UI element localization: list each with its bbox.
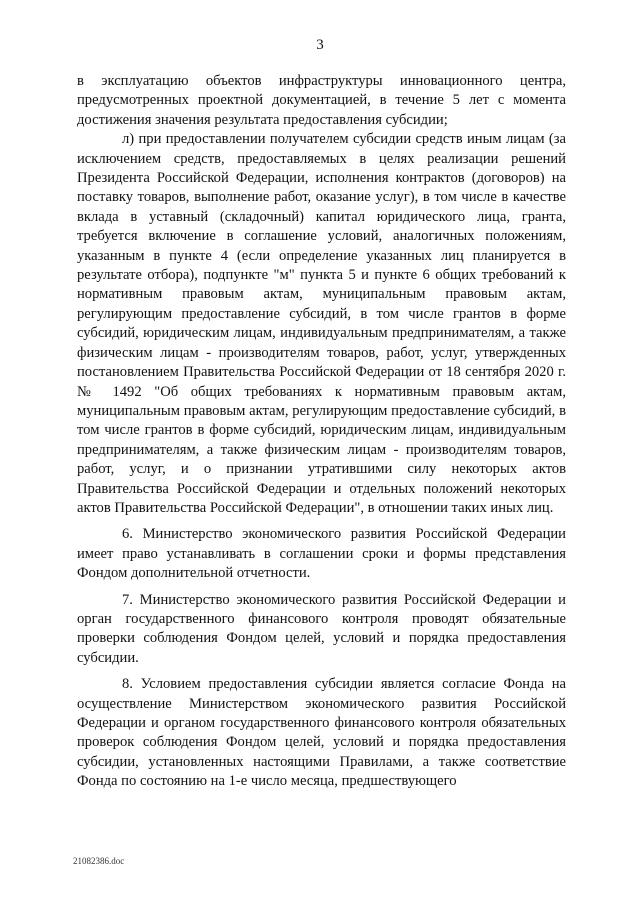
document-body bbox=[77, 72, 566, 792]
paragraph-continuation: в эксплуатацию объектов инфраструктуры инновационного центра, предусмотренных проектной документацией, в течение 5 лет с момента достижения значения результата предоставления субсидии; bbox=[77, 73, 566, 128]
page-number: 3 bbox=[316, 37, 324, 53]
paragraph-item-7: 7. Министерство экономического развития Российской Федерации и орган государственного финансового контроля проводят обязательные проверки соблюдения Фондом целей, условий и порядка предоставления субсидии. bbox=[77, 591, 566, 666]
paragraph-item-6: 6. Министерство экономического развития Российской Федерации имеет право устанавливать в соглашении сроки и формы представления Фондом дополнительной отчетности. bbox=[77, 526, 566, 582]
paragraph-item-8: 8. Условием предоставления субсидии является согласие Фонда на осуществление Министерством экономического развития Российской Федерации и органом государственного финансового контроля обязательных проверок соблюдения Фондом целей, условий и порядка предоставления субсидии, установленных настоящими Правилами, а также соответствие Фонда по состоянию на 1-е число месяца, предшествующего bbox=[77, 676, 566, 790]
file-name-footer: 21082386.doc bbox=[73, 856, 125, 866]
paragraph-item-l: л) при предоставлении получателем субсидии средств иным лицам (за исключением средств, предоставляемых в целях реализации решений Президента Российской Федерации, исполнения контрактов (договоров) на поставку товаров, выполнение работ, оказание услуг), в том числе в качестве вклада в уставный (складочный) капитал юридического лица, гранта, требуется включение в соглашение условий, аналогичных положениям, указанным в пункте 4 (если определение указанных лиц планируется в результате отбора), подпункте "м" пункта 5 и пункте 6 общих требований к нормативным правовым актам, муниципальным правовым актам, регулирующим предоставление субсидий, в том числе грантов в форме субсидий, юридическим лицам, индивидуальным предпринимателям, а также физическим лицам - производителям товаров, работ, услуг, утвержденных постановлением Правительства Российской Федерации от 18 сентября 2020 г. № 1492 "Об общих требованиях к нормативным правовым актам, муниципальным правовым актам, регулирующим предоставление субсидий, в том числе грантов в форме субсидий, юридическим лицам, индивидуальным предпринимателям, а также физическим лицам - производителям товаров, работ, услуг, и о признании утратившими силу некоторых актов Правительства Российской Федерации и отдельных положений некоторых актов Правительства Российской Федерации", в отношении таких иных лиц. bbox=[77, 131, 566, 516]
